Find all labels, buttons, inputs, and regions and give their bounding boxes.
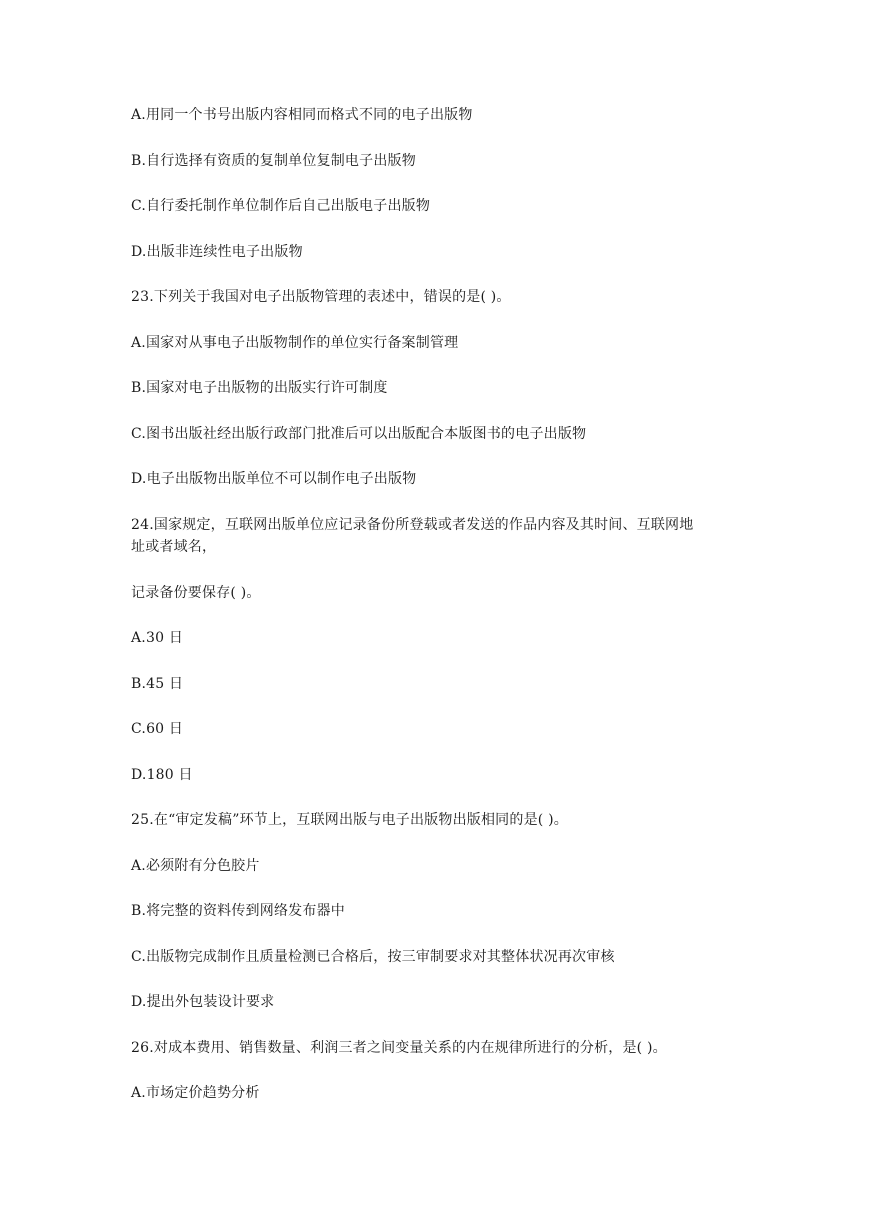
option-22-a: A.用同一个书号出版内容相同而格式不同的电子出版物 [131,107,473,123]
option-24-c: C.60 日 [131,721,184,737]
option-23-d: D.电子出版物出版单位不可以制作电子出版物 [131,471,417,487]
option-23-a: A.国家对从事电子出版物制作的单位实行备案制管理 [131,335,459,351]
option-25-d: D.提出外包装设计要求 [131,994,275,1010]
question-23: 23.下列关于我国对电子出版物管理的表述中，错误的是( )。 [131,289,511,305]
option-25-b: B.将完整的资料传到网络发布器中 [131,903,345,919]
option-22-b: B.自行选择有资质的复制单位复制电子出版物 [131,153,416,169]
question-26: 26.对成本费用、销售数量、利润三者之间变量关系的内在规律所进行的分析，是( )。 [131,1040,667,1056]
option-22-c: C.自行委托制作单位制作后自己出版电子出版物 [131,198,431,214]
question-24-line-1: 24.国家规定，互联网出版单位应记录备份所登载或者发送的作品内容及其时间、互联网地 [131,517,694,533]
option-24-d: D.180 日 [131,767,193,783]
option-23-b: B.国家对电子出版物的出版实行许可制度 [131,380,388,396]
option-24-b: B.45 日 [131,676,184,692]
option-22-d: D.出版非连续性电子出版物 [131,244,303,260]
question-25: 25.在“审定发稿”环节上，互联网出版与电子出版物出版相同的是( )。 [131,812,568,828]
option-24-a: A.30 日 [131,630,184,646]
question-24-line-2: 址或者域名， [131,539,217,555]
option-26-a: A.市场定价趋势分析 [131,1085,260,1101]
option-25-a: A.必须附有分色胶片 [131,858,260,874]
question-24-line-3: 记录备份要保存( )。 [131,585,261,601]
option-25-c: C.出版物完成制作且质量检测已合格后，按三审制要求对其整体状况再次审核 [131,949,615,965]
option-23-c: C.图书出版社经出版行政部门批准后可以出版配合本版图书的电子出版物 [131,426,587,442]
